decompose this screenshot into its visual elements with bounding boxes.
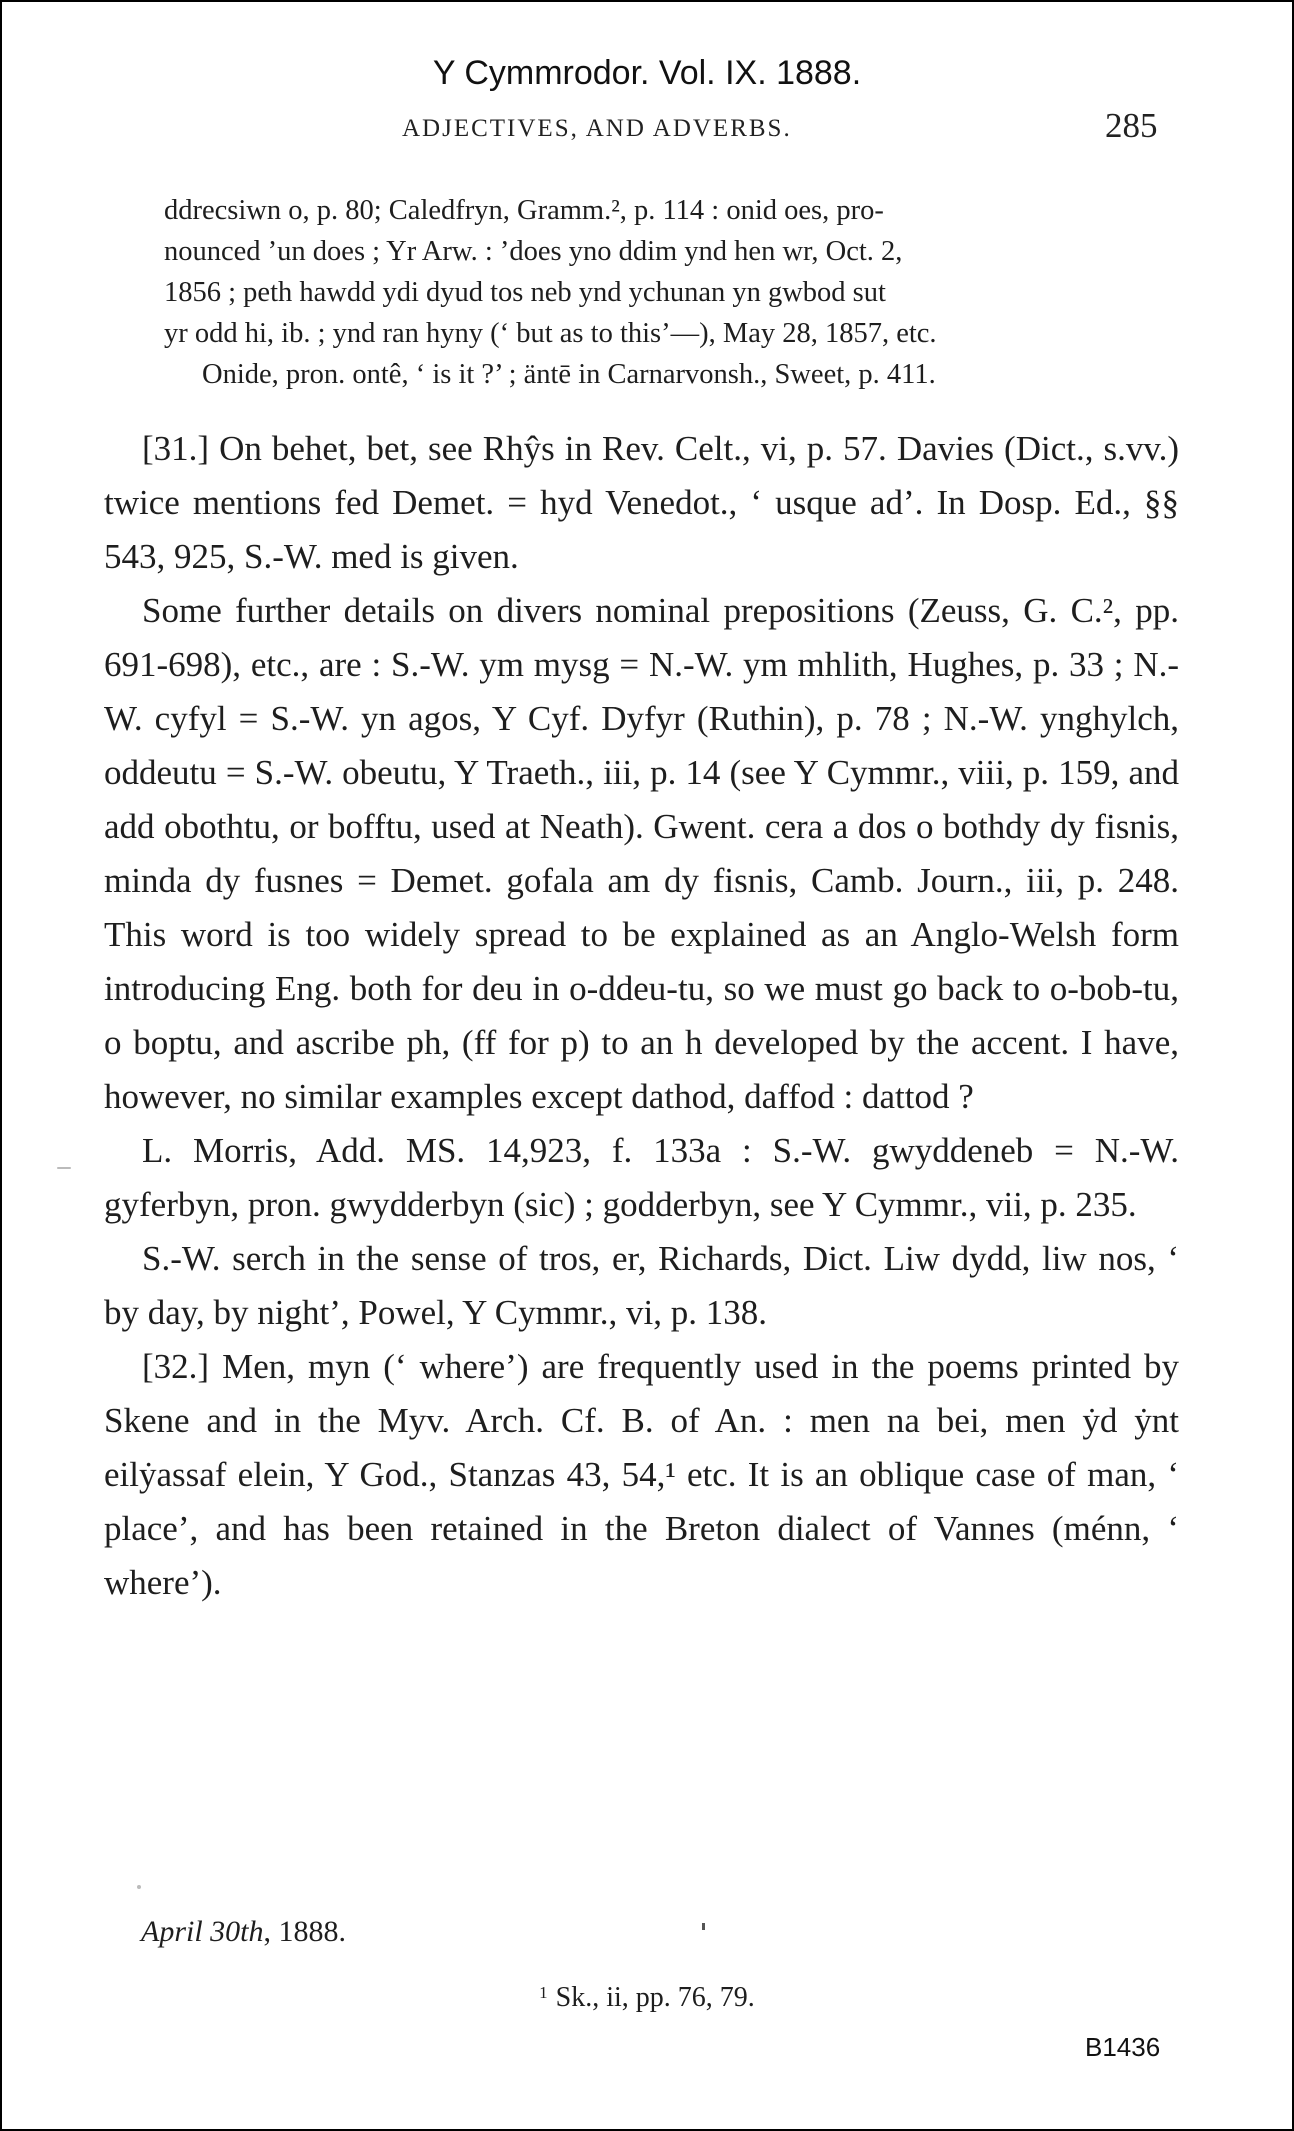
footnote-text: Sk., ii, pp. 76, 79. [555, 1982, 755, 2013]
source-citation: Y Cymmrodor. Vol. IX. 1888. [432, 54, 862, 92]
footnote-marker: 1 [539, 1983, 548, 2002]
paragraph-prepositions: Some further details on divers nominal prepositions (Zeuss, G. C.², pp. 691-698), etc., are : S.-W. ym mysg = N.-W. ym mhlith, Hughes, p. 33 ; N.-W. cyfyl = S.-W. yn agos, Y Cyf. Dyfyr (Ruthin), p. 78 ; N.-W. ynghylch, oddeutu = S.-W. obeutu, Y Traeth., iii, p. 14 (see Y Cymmr., viii, p. 159, and add obothtu, or bofftu, used at Neath). Gwent. cera a dos o bothdy dy fisnis, minda dy fusnes = Demet. gofala am dy fisnis, Camb. Journ., iii, p. 248. This word is too widely spread to be explained as an Anglo-Welsh form introducing Eng. both for deu in o-ddeu-tu, so we must go back to o-bob-tu, o boptu, and ascribe ph, (ff for p) to an h developed by the accent. I have, however, no similar examples except dathod, daffod : dattod ? [104, 591, 1179, 1116]
date-month: April 30th [141, 1915, 264, 1948]
paragraph-31: [31.] On behet, bet, see Rhŷs in Rev. Celt., vi, p. 57. Davies (Dict., s.vv.) twice mentions fed Demet. = hyd Venedot., ‘ usque ad’. In Dosp. Ed., §§ 543, 925, S.-W. med is given. [104, 429, 1179, 576]
paragraph-serch: S.-W. serch in the sense of tros, er, Richards, Dict. Liw dydd, liw nos, ‘ by day, by night’, Powel, Y Cymmr., vi, p. 138. [104, 1239, 1179, 1332]
note-line: Onide, pron. ontê, ‘ is it ?’ ; äntē in Carnarvonsh., Sweet, p. 411. [202, 359, 936, 390]
paragraph-32: [32.] Men, myn (‘ where’) are frequently used in the poems printed by Skene and in the Myv. Arch. Cf. B. of An. : men na bei, men ẏd ẏnt eilẏassaf elein, Y God., Stanzas 43, 54,¹ etc. It is an oblique case of man, ‘ place’, and has been retained in the Breton dialect of Vannes (ménn, ‘ where’). [104, 1347, 1179, 1602]
paragraph-morris: L. Morris, Add. MS. 14,923, f. 133a : S.-W. gwyddeneb = N.-W. gyferbyn, pron. gwydderbyn (sic) ; godderbyn, see Y Cymmr., vii, p. 235. [104, 1131, 1179, 1224]
scan-mark [702, 1923, 705, 1930]
page-number: 285 [1105, 106, 1158, 145]
footnote [2, 1982, 1292, 2014]
catalog-id: B1436 [1085, 2032, 1161, 2062]
note-line: yr odd hi, ib. ; ynd ran hyny (‘ but as to this’—), May 28, 1857, etc. [164, 318, 937, 349]
running-head: ADJECTIVES, AND ADVERBS. [402, 115, 792, 142]
body-text [104, 422, 1179, 1610]
note-line: nounced ’un does ; Yr Arw. : ’does yno ddim ynd hen wr, Oct. 2, [164, 236, 903, 267]
note-line: 1856 ; peth hawdd ydi dyud tos neb ynd ychunan yn gwbod sut [164, 277, 886, 308]
scan-speck [57, 1167, 71, 1169]
note-line: ddrecsiwn o, p. 80; Caledfryn, Gramm.², p. 114 : onid oes, pro- [164, 195, 884, 226]
closing-date [141, 1915, 346, 1949]
note-block [164, 190, 1170, 395]
scan-speck [137, 1885, 141, 1889]
date-year: , 1888. [263, 1915, 347, 1948]
